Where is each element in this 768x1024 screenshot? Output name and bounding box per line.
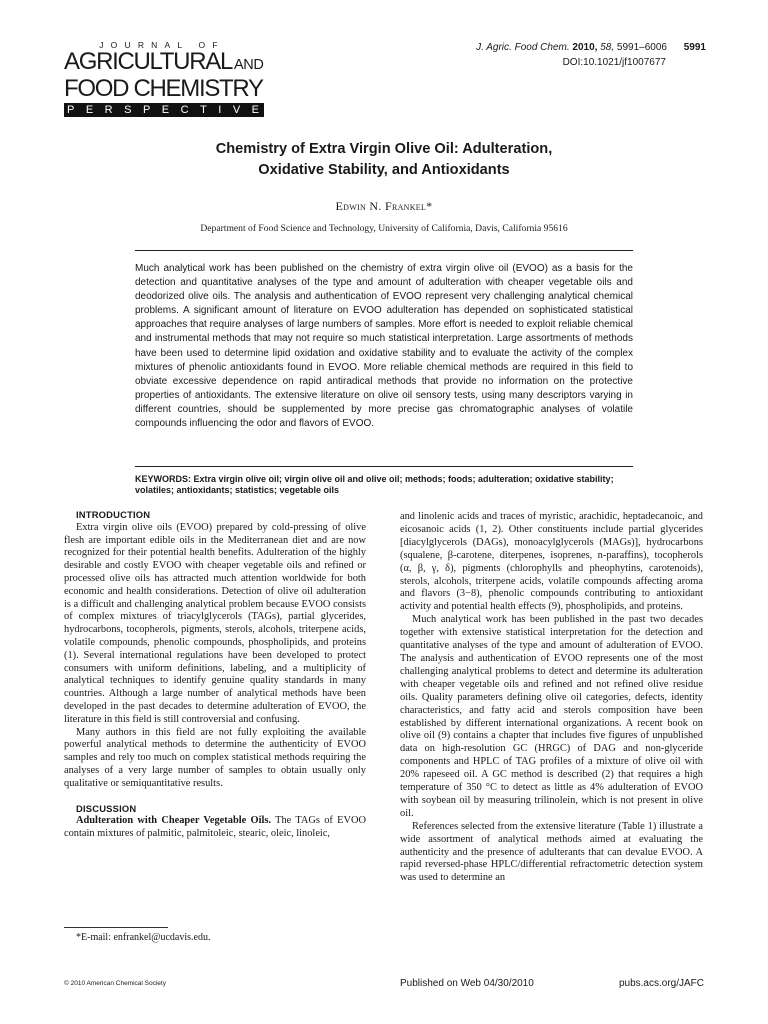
- keywords: KEYWORDS: Extra virgin olive oil; virgin olive oil and olive oil; methods; foods; adulteration; oxidative stability; volatiles; antioxidants; statistics; vegetable oils: [135, 474, 614, 495]
- discussion-heading: DISCUSSION: [76, 802, 137, 814]
- logo-perspective-bar: PERSPECTIVE: [64, 103, 264, 117]
- citation-year: 2010,: [572, 42, 598, 53]
- logo-agricultural-text: AGRICULTURAL: [64, 48, 232, 75]
- intro-paragraph-2: Many authors in this field are not fully exploiting the available powerful analytical methods to determine the authenticity of EVOO samples and rely too much on complex statistical methods requiring the analyses of a very large number of samples to obtain usually only qualitative or semiquantitative results.: [64, 726, 366, 789]
- abstract: Much analytical work has been published on the chemistry of extra virgin olive oil (EVOO) as a basis for the detection and quantitative analyses of the type and amount of adulteration with cheaper vegetable oils and deodorized olive oils. The analysis and authentication of EVOO represent very challenging analytical chemical problems. A significant amount of literature on EVOO adulteration has depended on sophisticated statistical approaches that require analyses of large numbers of samples. More effort is needed to exploit reliable chemical and instrumental methods that may not require so much statistical interpretation. Large assortments of methods have been used to determine lipid oxidation and oxidative stability and to evaluate the activity of the complex mixtures of phenolic antioxidants found in EVOO. More reliable chemical methods are required in this field to obviate excessive dependence on rapid antiradical methods that provide no information on the protective properties of antioxidants. The extensive literature on olive oil sensory tests, using many descriptors varying in different countries, should be supplemented by more precise gas chromatographic analyses of volatile compounds influencing the odor and flavors of EVOO.: [135, 263, 633, 430]
- discussion-paragraph-1-text: The TAGs of EVOO contain mixtures of palmitic, palmitoleic, stearic, oleic, linoleic,: [64, 815, 366, 840]
- title-line-1: Chemistry of Extra Virgin Olive Oil: Adulteration,: [215, 141, 553, 157]
- citation-line: [406, 40, 706, 55]
- logo-agricultural: [64, 50, 264, 77]
- logo-journal-of: JOURNAL OF: [99, 40, 225, 50]
- affiliation: Department of Food Science and Technology, University of California, Davis, California 95616: [200, 223, 568, 234]
- left-column: [64, 509, 366, 841]
- citation-journal: J. Agric. Food Chem.: [476, 42, 570, 53]
- abstract-bottom-rule: [135, 466, 633, 467]
- author-name: Edwin N. Frankel*: [335, 199, 433, 213]
- citation-block: [406, 40, 706, 70]
- right-paragraph-1: and linolenic acids and traces of myristic, arachidic, heptadecanoic, and eicosanoic acids (1, 2). Other constituents include partial glycerides [diacylglycerols (DAGs), monoacylglycerols (MAGs)], hydrocarbons (squalene, β-carotene, diterpenes, isoprenes, n-paraffins), tocopherols (α, β, γ, δ), pigments (chlorophylls and pheophytins, carotenoids), sterols, alcohols, triterpene acids, volatile compounds affecting aroma and flavors (3−8), phenolic compounds contributing to antioxidant activity and potential health effects (9), phospholipids, and proteins.: [400, 511, 703, 613]
- footnote-email[interactable]: *E-mail: enfrankel@ucdavis.edu.: [76, 932, 211, 943]
- logo-and: AND: [234, 57, 264, 73]
- intro-paragraph-1: Extra virgin olive oils (EVOO) prepared by cold-pressing of olive flesh are important edible oils in the Mediterranean diet and are now recognized for their potential health benefits. Adulteration of the highly desirable and costly EVOO with cheaper vegetable oils and refined or processed olive oils has attracted much attention worldwide for both economic and health considerations. Detection of olive oil adulteration is a difficult and challenging analytical problem because EVOO consists of complex mixtures of triacylglycerols (TAGs), partial glycerides, hydrocarbons, tocopherols, pigments, sterols, alcohols, triterpene acids, volatile compounds, phenolic compounds, phospholipids, and proteins (1). Several international regulations have been developed to protect consumers with uniform definitions, labeling, and a multiplicity of analytical techniques to identify genuine quality standards in many countries. Although a large number of analytical methods have been developed in the past decades to determine adulteration of EVOO, the literature in this field is still controversial and confusing.: [64, 521, 366, 725]
- right-column: [400, 511, 703, 885]
- citation-doi[interactable]: DOI:10.1021/jf1007677: [562, 57, 666, 68]
- right-paragraph-3: References selected from the extensive literature (Table 1) illustrate a wide assortment of analytical methods aimed at evaluating the authenticity and the presence of adulterants that can devalue EVOO. A rapid reversed-phase HPLC/differential refractometric detection system was used to determine an: [400, 820, 703, 884]
- page-number: 5991: [683, 42, 706, 53]
- citation-volume: 58,: [600, 42, 615, 53]
- introduction-heading: INTRODUCTION: [76, 509, 151, 520]
- runin-heading: Adulteration with Cheaper Vegetable Oils.: [76, 815, 272, 827]
- footer-url[interactable]: pubs.acs.org/JAFC: [618, 978, 704, 989]
- footnote-rule: [64, 927, 168, 928]
- journal-logo: [64, 40, 271, 117]
- title-line-2: Oxidative Stability, and Antioxidants: [258, 162, 510, 178]
- article-title: [60, 139, 708, 181]
- footer-published: Published on Web 04/30/2010: [400, 978, 534, 989]
- discussion-paragraph-1: [64, 815, 366, 841]
- right-paragraph-2: Much analytical work has been published in the past two decades together with extensive statistical interpretation for the detection and quantitative analyses of the type and amount of adulteration of EVOO. The analysis and authentication of EVOO represents one of the most challenging analytical problems to detect and determine its adulteration with cheaper vegetable oils and refined and not refined olive residue oils. Quality parameters defining olive oil categories, defects, identity characteristics, and fatty acid and sterols composition have been established by different international organizations. A recent book on olive oil (9) contains a chapter that includes five figures of unpublished data on high-resolution GC (HRGC) of DAG and non-glyceride components and HPLC of TAG profiles of a mixture of olive oil with 20% rapeseed oil. A GC method is described (2) that requires a high temperature of 350 °C to detect as little as 4% adulteration of EVOO with soybean oil by measuring trilinolein, which is not present in olive oil.: [400, 614, 703, 819]
- citation-pages: 5991–6006: [616, 42, 667, 53]
- footer-copyright: © 2010 American Chemical Society: [64, 980, 166, 987]
- logo-food-chemistry: FOOD CHEMISTRY: [64, 75, 263, 102]
- abstract-top-rule: [135, 250, 633, 251]
